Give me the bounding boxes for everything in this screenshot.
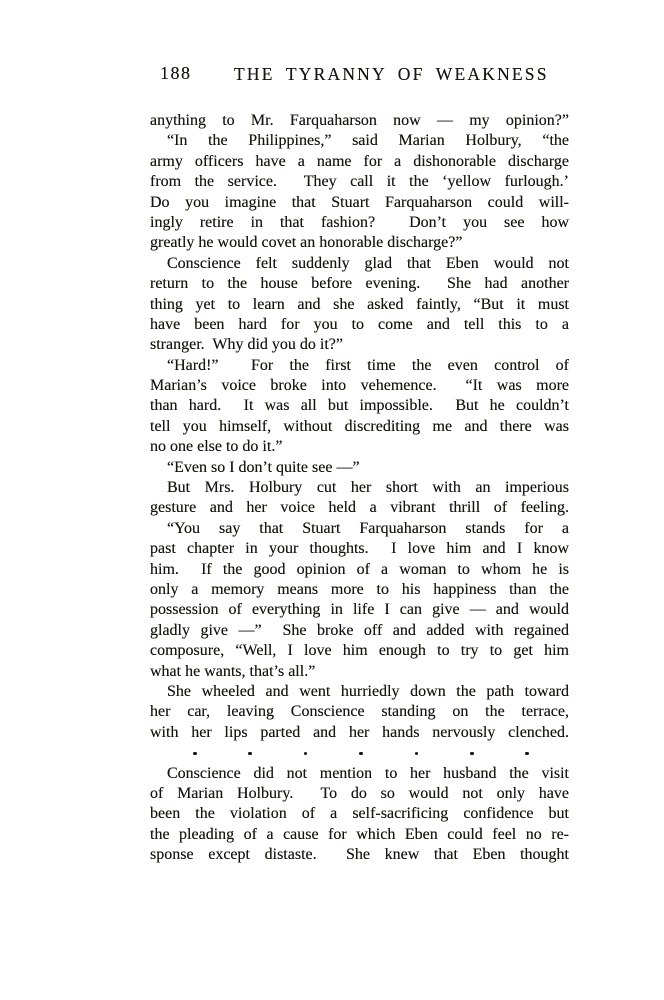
text-line: Conscience did not mention to her husband the visit xyxy=(167,764,569,782)
separator-dot xyxy=(304,752,308,756)
text-line: army officers have a name for a dishonorable discharge xyxy=(150,152,569,170)
separator-dot xyxy=(415,752,419,756)
text-line: him. If the good opinion of a woman to whom he is xyxy=(150,560,569,578)
text-line: return to the house before evening. She had another xyxy=(150,275,569,293)
text-line: anything to Mr. Farquaharson now — my opinion?” xyxy=(150,112,569,129)
text-line: of Marian Holbury. To do so would not only have xyxy=(150,784,569,802)
text-line: possession of everything in life I can give — and would xyxy=(150,601,569,619)
section-break-dots xyxy=(150,743,569,763)
separator-dot xyxy=(359,752,363,756)
separator-dot xyxy=(248,752,252,756)
text-line: “Hard!” For the first time the even control of xyxy=(167,356,569,374)
text-line: greatly he would covet an honorable discharge?” xyxy=(150,234,463,252)
text-line: gesture and her voice held a vibrant thrill of feeling. xyxy=(150,499,569,517)
text-line: have been hard for you to come and tell this to a xyxy=(150,315,569,333)
text-line: “Even so I don’t quite see —” xyxy=(167,458,360,476)
text-line: past chapter in your thoughts. I love him and I know xyxy=(150,540,569,558)
text-line: “You say that Stuart Farquaharson stands for a xyxy=(167,519,569,537)
page-header xyxy=(150,63,569,87)
text-line: gladly give —” She broke off and added with regained xyxy=(150,621,569,639)
separator-dot xyxy=(470,752,474,756)
text-line: She wheeled and went hurriedly down the path toward xyxy=(167,682,569,700)
text-line: no one else to do it.” xyxy=(150,438,283,456)
text-line: Marian’s voice broke into vehemence. “It was more xyxy=(150,377,569,395)
text-line: only a memory means more to his happiness than the xyxy=(150,580,569,598)
text-line: been the violation of a self-sacrificing confidence but xyxy=(150,805,569,823)
text-line: the pleading of a cause for which Eben could feel no re- xyxy=(150,825,569,843)
text-line: Conscience felt suddenly glad that Eben would not xyxy=(167,254,569,272)
text-line: composure, “Well, I love him enough to try to get him xyxy=(150,642,569,660)
separator-dot xyxy=(193,752,197,756)
page-body xyxy=(150,111,569,865)
text-line: with her lips parted and her hands nervously clenched. xyxy=(150,723,569,741)
text-line: her car, leaving Conscience standing on the terrace, xyxy=(150,703,569,721)
text-line: Do you imagine that Stuart Farquaharson could will- xyxy=(150,193,569,211)
text-line: ingly retire in that fashion? Don’t you see how xyxy=(150,213,569,231)
text-line: from the service. They call it the ‘yellow furlough.’ xyxy=(150,173,569,191)
text-line: tell you himself, without discrediting me and there was xyxy=(150,417,569,435)
separator-dot xyxy=(525,752,529,756)
page-number: 188 xyxy=(160,63,192,83)
text-line: But Mrs. Holbury cut her short with an imperious xyxy=(167,479,569,497)
text-line: than hard. It was all but impossible. But he couldn’t xyxy=(150,397,569,415)
text-line: what he wants, that’s all.” xyxy=(150,662,316,680)
running-title: THE TYRANNY OF WEAKNESS xyxy=(234,63,549,84)
text-line: thing yet to learn and she asked faintly, “But it must xyxy=(150,295,569,313)
text-line: stranger. Why did you do it?” xyxy=(150,336,343,354)
text-line: sponse except distaste. She knew that Eben thought xyxy=(150,846,569,864)
text-line: “In the Philippines,” said Marian Holbury, “the xyxy=(167,132,569,150)
